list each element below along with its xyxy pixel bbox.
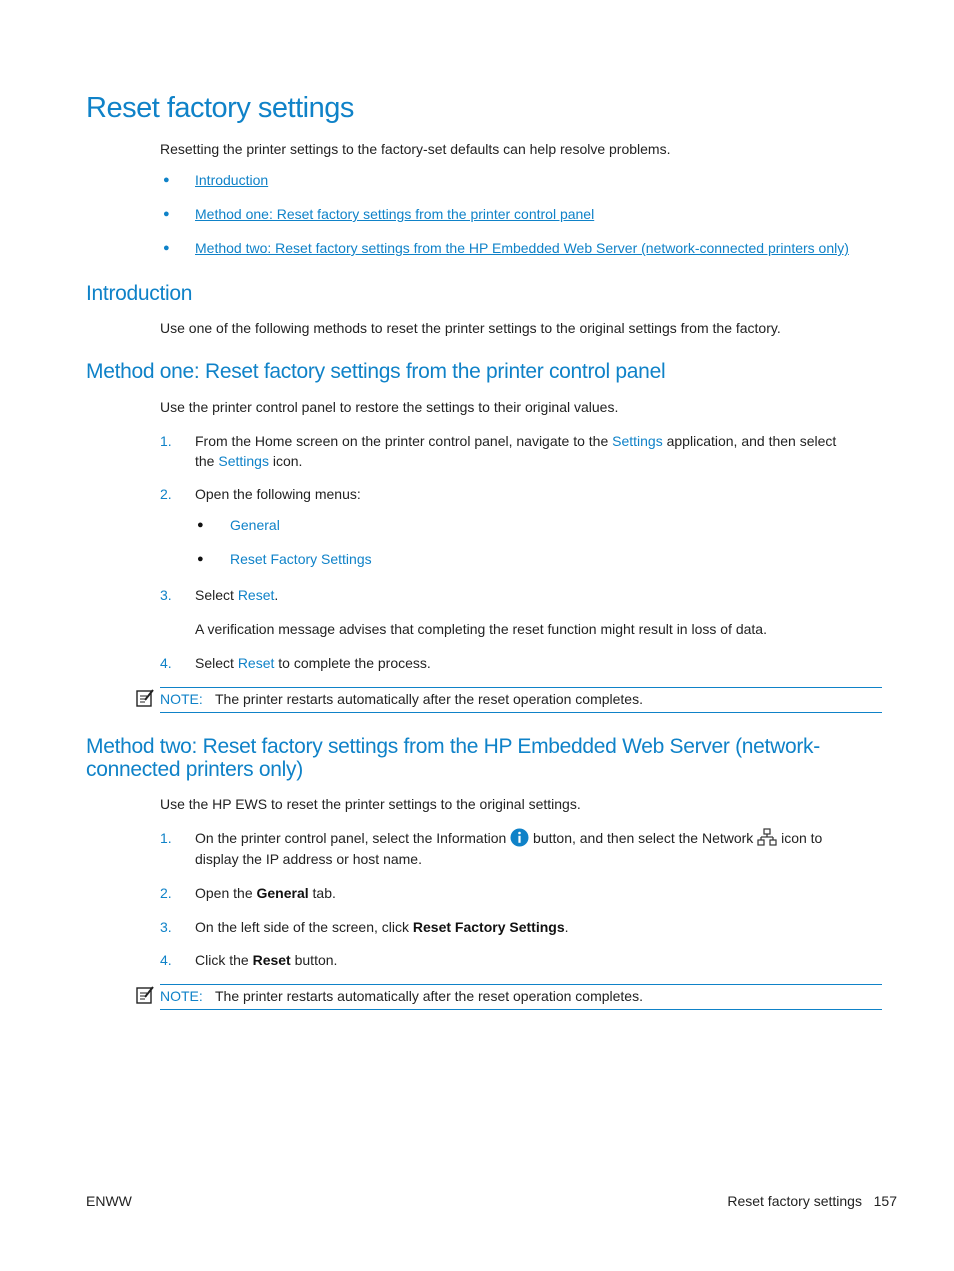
method-one-step-1 (195, 431, 875, 471)
page-number: 157 (873, 1193, 897, 1209)
step-text: On the printer control panel, select the Information (195, 830, 511, 846)
toc-link-method-two[interactable]: Method two: Reset factory settings from the HP Embedded Web Server (network-connected printers only) (195, 240, 849, 256)
introduction-paragraph: Use one of the following methods to reset the printer settings to the original settings from the factory. (160, 320, 781, 336)
step-number: 1. (160, 830, 172, 846)
note-box (160, 687, 882, 713)
footer-right (727, 1193, 897, 1209)
step-number: 1. (160, 433, 172, 449)
toc-link-introduction[interactable]: Introduction (195, 172, 269, 188)
verification-text: A verification message advises that completing the reset function might result in loss of data. (195, 621, 767, 637)
method-two-heading (86, 735, 820, 781)
step-text: to complete the process. (274, 655, 431, 671)
method-two-step-4 (195, 950, 875, 970)
step-text: button, and then select the Network (529, 830, 758, 846)
method-two-step-1 (195, 828, 875, 870)
footer-left: ENWW (86, 1193, 132, 1209)
step-text: button. (290, 952, 338, 968)
menu-general: General (230, 517, 280, 533)
step-number: 4. (160, 952, 172, 968)
bullet-icon: ● (197, 553, 204, 565)
bullet-icon: ● (163, 208, 170, 220)
step-text: icon to (777, 830, 823, 846)
ui-term-general: General (256, 885, 309, 901)
step-number: 3. (160, 587, 172, 603)
method-one-step-2: Open the following menus: (195, 486, 361, 502)
method-two-step-2 (195, 883, 875, 903)
step-number: 4. (160, 655, 172, 671)
method-one-heading: Method one: Reset factory settings from the printer control panel (86, 360, 666, 383)
note-icon (135, 985, 155, 1005)
ui-term-reset: Reset (252, 952, 291, 968)
bullet-icon: ● (197, 519, 204, 531)
bullet-icon: ● (163, 242, 170, 254)
step-text: the (195, 453, 219, 469)
method-one-step-3 (195, 585, 875, 605)
heading-line: Method two: Reset factory settings from the HP Embedded Web Server (network- (86, 735, 820, 758)
ui-term-settings: Settings (218, 453, 269, 469)
note-icon (135, 688, 155, 708)
step-text: application, and then select (662, 433, 837, 449)
intro-paragraph: Resetting the printer settings to the factory-set defaults can help resolve problems. (160, 141, 671, 157)
note-text: The printer restarts automatically after the reset operation completes. (215, 988, 643, 1004)
menu-reset-factory-settings: Reset Factory Settings (230, 551, 372, 567)
heading-line: connected printers only) (86, 758, 303, 781)
page-title: Reset factory settings (86, 92, 354, 124)
note-label: NOTE: (160, 691, 203, 707)
ui-term-reset: Reset (237, 655, 275, 671)
step-number: 2. (160, 885, 172, 901)
note-box (160, 984, 882, 1010)
information-icon (510, 828, 529, 847)
step-text: display the IP address or host name. (195, 851, 422, 867)
step-text: Click the (195, 952, 253, 968)
step-text: From the Home screen on the printer control panel, navigate to the (195, 433, 613, 449)
note-text: The printer restarts automatically after the reset operation completes. (215, 691, 643, 707)
method-two-step-3 (195, 917, 875, 937)
step-number: 2. (160, 486, 172, 502)
toc-link-method-one[interactable]: Method one: Reset factory settings from the printer control panel (195, 206, 595, 222)
step-text: . (564, 919, 569, 935)
step-text: Open the (195, 885, 257, 901)
footer-title: Reset factory settings (727, 1193, 862, 1209)
step-text: icon. (268, 453, 303, 469)
introduction-heading: Introduction (86, 282, 193, 305)
step-number: 3. (160, 919, 172, 935)
ui-term-settings: Settings (612, 433, 663, 449)
method-one-paragraph: Use the printer control panel to restore the settings to their original values. (160, 399, 619, 415)
step-text: . (274, 587, 279, 603)
step-text: tab. (308, 885, 336, 901)
step-text: On the left side of the screen, click (195, 919, 413, 935)
network-icon (757, 828, 777, 847)
note-label: NOTE: (160, 988, 203, 1004)
ui-term-reset: Reset (237, 587, 275, 603)
method-one-step-4 (195, 653, 875, 673)
step-text: Select (195, 655, 238, 671)
bullet-icon: ● (163, 174, 170, 186)
step-text: Select (195, 587, 238, 603)
method-two-paragraph: Use the HP EWS to reset the printer settings to the original settings. (160, 796, 581, 812)
ui-term-reset-factory-settings: Reset Factory Settings (412, 919, 565, 935)
